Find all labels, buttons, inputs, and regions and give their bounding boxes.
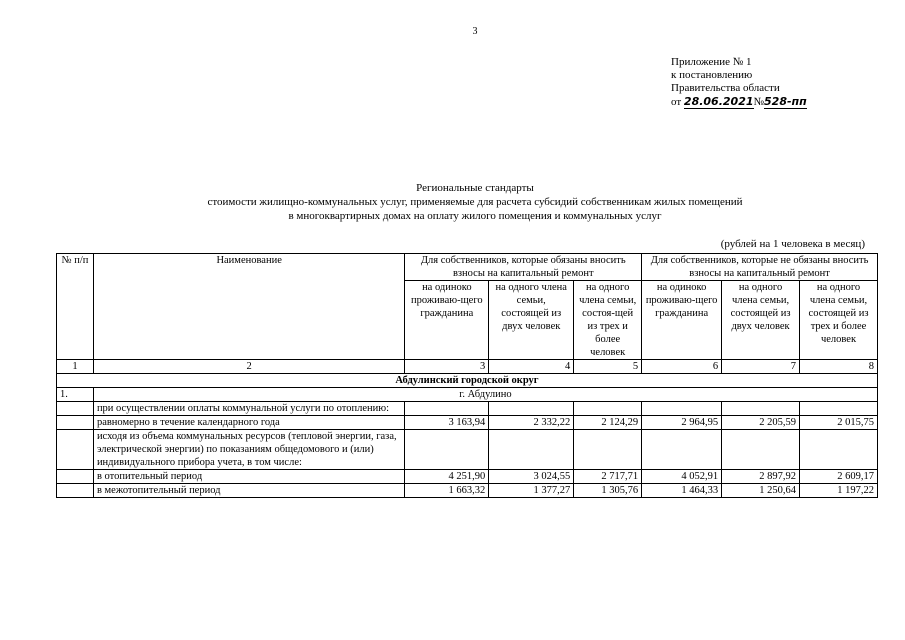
- value-cell: [405, 402, 489, 416]
- column-numbers-row: [57, 360, 878, 374]
- appendix-from: от: [671, 96, 682, 108]
- row-label: исходя из объема коммунальных ресурсов (тепловой энергии, газа, электрической энергии) по показаниям общедомового и (или) индивидуального прибора учета, в том числе:: [93, 430, 404, 470]
- city-row: [57, 388, 878, 402]
- header-a2: на одного члена семьи, состоящей из двух человек: [489, 281, 574, 360]
- col-number: 4: [489, 360, 574, 374]
- table-row: [57, 416, 878, 430]
- value-cell: 2 717,71: [574, 470, 642, 484]
- table-row: [57, 402, 878, 416]
- value-cell: [800, 402, 878, 416]
- value-cell: [642, 402, 722, 416]
- empty-cell: [57, 470, 94, 484]
- value-cell: [722, 430, 800, 470]
- unit-note: (рублей на 1 человека в месяц): [720, 238, 865, 250]
- value-cell: [642, 430, 722, 470]
- col-number: 3: [405, 360, 489, 374]
- value-cell: 2 609,17: [800, 470, 878, 484]
- empty-cell: [57, 430, 94, 470]
- col-number: 1: [57, 360, 94, 374]
- value-cell: 3 024,55: [489, 470, 574, 484]
- value-cell: 2 332,22: [489, 416, 574, 430]
- value-cell: [722, 402, 800, 416]
- value-cell: [800, 430, 878, 470]
- header-row-1: [57, 254, 878, 281]
- title-line-3: в многоквартирных домах на оплату жилого помещения и коммунальных услуг: [288, 210, 662, 222]
- value-cell: [489, 430, 574, 470]
- value-cell: 4 052,91: [642, 470, 722, 484]
- col-number: 7: [722, 360, 800, 374]
- value-cell: 1 250,64: [722, 484, 800, 498]
- value-cell: [574, 402, 642, 416]
- title-line-2: стоимости жилищно-коммунальных услуг, применяемые для расчета субсидий собственникам жилых помещений: [207, 196, 743, 208]
- value-cell: 2 964,95: [642, 416, 722, 430]
- appendix-line-1: Приложение № 1: [671, 56, 752, 68]
- empty-cell: [57, 416, 94, 430]
- value-cell: [489, 402, 574, 416]
- handwritten-date: 28.06.2021: [683, 95, 754, 108]
- empty-cell: [57, 402, 94, 416]
- appendix-date-line: [671, 95, 807, 109]
- row-label: при осуществлении оплаты коммунальной услуги по отоплению:: [93, 402, 404, 416]
- value-cell: 1 305,76: [574, 484, 642, 498]
- value-cell: 2 124,29: [574, 416, 642, 430]
- header-group-capital-repair: Для собственников, которые обязаны вносить взносы на капитальный ремонт: [405, 254, 642, 281]
- value-cell: 2 015,75: [800, 416, 878, 430]
- row-label: в межотопительный период: [93, 484, 404, 498]
- value-cell: 4 251,90: [405, 470, 489, 484]
- value-cell: 1 464,33: [642, 484, 722, 498]
- appendix-no-sign: №: [753, 96, 765, 108]
- header-a3: на одного члена семьи, состоя-щей из трех и более человек: [574, 281, 642, 360]
- value-cell: [405, 430, 489, 470]
- district-name: Абдулинский городской округ: [57, 374, 878, 388]
- col-number: 6: [642, 360, 722, 374]
- value-cell: 2 897,92: [722, 470, 800, 484]
- value-cell: [574, 430, 642, 470]
- district-row: [57, 374, 878, 388]
- col-number: 2: [93, 360, 404, 374]
- page-number: 3: [472, 26, 478, 37]
- col-number: 5: [574, 360, 642, 374]
- header-a1: на одиноко проживаю-щего гражданина: [405, 281, 489, 360]
- row-label: в отопительный период: [93, 470, 404, 484]
- title-line-1: Региональные стандарты: [416, 182, 534, 194]
- value-cell: 1 197,22: [800, 484, 878, 498]
- header-group-no-capital-repair: Для собственников, которые не обязаны вносить взносы на капитальный ремонт: [642, 254, 878, 281]
- header-b3: на одного члена семьи, состоящей из трех и более человек: [800, 281, 878, 360]
- row-number: 1.: [57, 388, 94, 402]
- table-row: [57, 430, 878, 470]
- header-name: Наименование: [93, 254, 404, 360]
- value-cell: 1 663,32: [405, 484, 489, 498]
- header-b1: на одиноко проживаю-щего гражданина: [642, 281, 722, 360]
- handwritten-number: 528-пп: [764, 95, 807, 108]
- header-b2: на одного члена семьи, состоящей из двух человек: [722, 281, 800, 360]
- document-title: [0, 181, 905, 223]
- value-cell: 2 205,59: [722, 416, 800, 430]
- value-cell: 1 377,27: [489, 484, 574, 498]
- header-num: № п/п: [57, 254, 94, 360]
- appendix-line-2: к постановлению: [671, 69, 753, 81]
- table-row: [57, 470, 878, 484]
- appendix-line-3: Правительства области: [671, 82, 780, 94]
- standards-table: [56, 253, 878, 498]
- col-number: 8: [800, 360, 878, 374]
- row-label: равномерно в течение календарного года: [93, 416, 404, 430]
- empty-cell: [57, 484, 94, 498]
- appendix-block: [671, 56, 807, 109]
- city-name: г. Абдулино: [93, 388, 877, 402]
- value-cell: 3 163,94: [405, 416, 489, 430]
- table-row: [57, 484, 878, 498]
